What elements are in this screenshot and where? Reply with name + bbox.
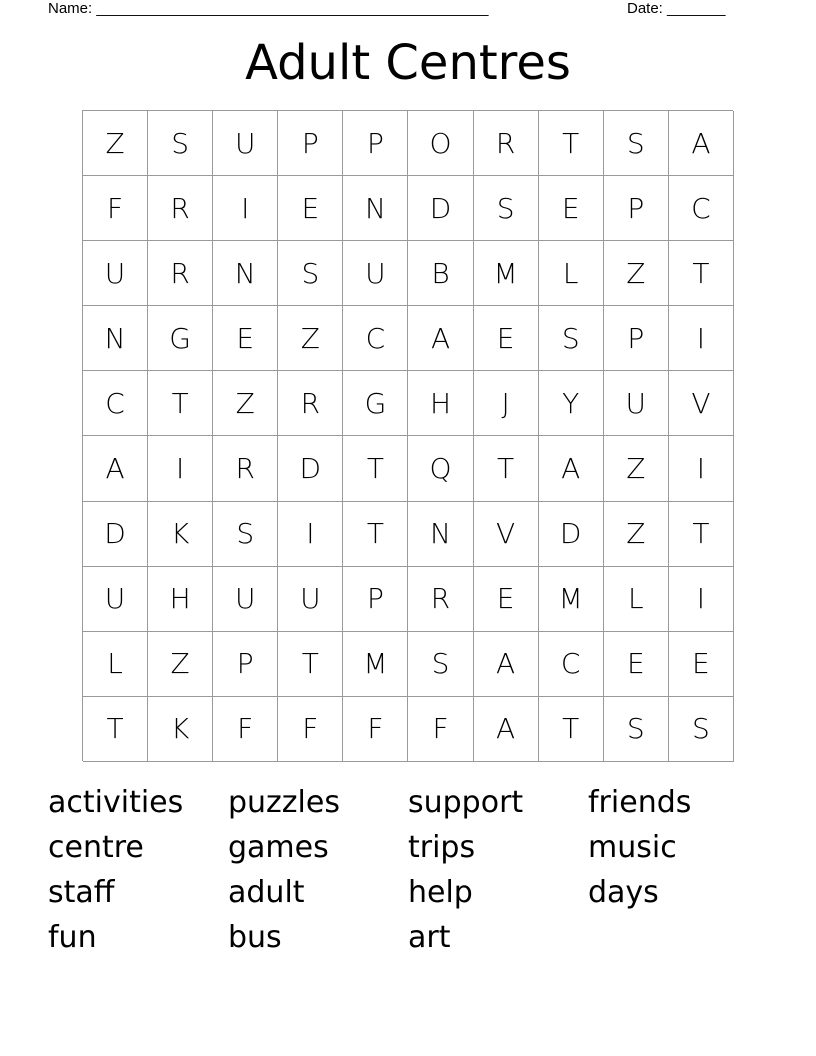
grid-cell[interactable]: T (278, 632, 343, 697)
grid-cell[interactable]: U (83, 567, 148, 632)
grid-cell[interactable]: I (213, 176, 278, 241)
grid-cell[interactable]: U (604, 371, 669, 436)
grid-cell[interactable]: Z (604, 241, 669, 306)
grid-cell[interactable]: Z (278, 306, 343, 371)
grid-cell[interactable]: E (604, 632, 669, 697)
grid-cell[interactable]: C (83, 371, 148, 436)
grid-cell[interactable]: A (474, 632, 539, 697)
grid-cell[interactable]: L (539, 241, 604, 306)
grid-cell[interactable]: P (213, 632, 278, 697)
word-bank-item: adult (228, 875, 305, 910)
grid-cell[interactable]: S (669, 697, 734, 762)
name-field-line: Name: _______________________________________________ (48, 0, 489, 17)
grid-cell[interactable]: S (604, 697, 669, 762)
grid-cell[interactable]: E (278, 176, 343, 241)
grid-cell[interactable]: H (148, 567, 213, 632)
grid-cell[interactable]: F (343, 697, 408, 762)
grid-cell[interactable]: O (408, 111, 473, 176)
grid-cell[interactable]: M (343, 632, 408, 697)
grid-cell[interactable]: F (408, 697, 473, 762)
grid-cell[interactable]: C (343, 306, 408, 371)
grid-cell[interactable]: U (83, 241, 148, 306)
grid-cell[interactable]: G (343, 371, 408, 436)
grid-cell[interactable]: R (278, 371, 343, 436)
grid-cell[interactable]: U (278, 567, 343, 632)
grid-cell[interactable]: P (604, 176, 669, 241)
grid-cell[interactable]: S (474, 176, 539, 241)
grid-cell[interactable]: I (669, 306, 734, 371)
grid-cell[interactable]: C (539, 632, 604, 697)
grid-cell[interactable]: Z (83, 111, 148, 176)
word-bank-item: music (588, 830, 677, 865)
word-bank-item: help (408, 875, 473, 910)
grid-cell[interactable]: P (604, 306, 669, 371)
grid-cell[interactable]: R (408, 567, 473, 632)
word-bank-item: puzzles (228, 785, 340, 820)
grid-cell[interactable]: U (213, 567, 278, 632)
grid-cell[interactable]: I (148, 436, 213, 501)
grid-cell[interactable]: G (148, 306, 213, 371)
grid-cell[interactable]: S (278, 241, 343, 306)
grid-cell[interactable]: A (83, 436, 148, 501)
grid-cell[interactable]: K (148, 697, 213, 762)
grid-cell[interactable]: D (83, 502, 148, 567)
word-bank-item (588, 915, 768, 960)
word-search-grid (82, 110, 733, 761)
grid-cell[interactable]: T (669, 502, 734, 567)
grid-cell[interactable]: D (278, 436, 343, 501)
grid-cell[interactable]: S (539, 306, 604, 371)
grid-cell[interactable]: V (669, 371, 734, 436)
word-bank-item: days (588, 875, 659, 910)
grid-cell[interactable]: T (343, 502, 408, 567)
grid-cell[interactable]: N (343, 176, 408, 241)
grid-cell[interactable]: M (474, 241, 539, 306)
word-bank-item: bus (228, 920, 282, 955)
grid-cell[interactable]: L (604, 567, 669, 632)
grid-cell[interactable]: M (539, 567, 604, 632)
word-bank-item: trips (408, 830, 476, 865)
date-field-line: Date: _______ (627, 0, 726, 17)
grid-cell[interactable]: E (474, 567, 539, 632)
grid-cell[interactable]: T (148, 371, 213, 436)
word-bank-item: staff (48, 875, 115, 910)
word-bank-item: games (228, 830, 329, 865)
grid-cell[interactable]: E (669, 632, 734, 697)
grid-cell[interactable]: T (343, 436, 408, 501)
grid-cell[interactable]: D (408, 176, 473, 241)
grid-cell[interactable]: U (213, 111, 278, 176)
grid-cell[interactable]: P (278, 111, 343, 176)
grid-cell[interactable]: S (408, 632, 473, 697)
grid-cell[interactable]: A (539, 436, 604, 501)
grid-cell[interactable]: F (213, 697, 278, 762)
grid-cell[interactable]: T (539, 111, 604, 176)
grid-cell[interactable]: T (83, 697, 148, 762)
grid-cell[interactable]: R (474, 111, 539, 176)
grid-cell[interactable]: Y (539, 371, 604, 436)
grid-cell[interactable]: N (408, 502, 473, 567)
grid-cell[interactable]: F (83, 176, 148, 241)
grid-cell[interactable]: I (278, 502, 343, 567)
grid-cell[interactable]: D (539, 502, 604, 567)
grid-cell[interactable]: Z (604, 436, 669, 501)
grid-cell[interactable]: J (474, 371, 539, 436)
grid-cell[interactable]: T (669, 241, 734, 306)
grid-cell[interactable]: E (213, 306, 278, 371)
grid-cell[interactable]: Q (408, 436, 473, 501)
grid-cell[interactable]: N (213, 241, 278, 306)
grid-cell[interactable]: T (474, 436, 539, 501)
grid-cell[interactable]: A (408, 306, 473, 371)
grid-cell[interactable]: A (669, 111, 734, 176)
word-bank-item: friends (588, 785, 692, 820)
grid-cell[interactable]: Z (213, 371, 278, 436)
grid-cell[interactable]: E (539, 176, 604, 241)
grid-cell[interactable]: K (148, 502, 213, 567)
grid-cell[interactable]: T (539, 697, 604, 762)
grid-cell[interactable]: B (408, 241, 473, 306)
grid-cell[interactable]: P (343, 567, 408, 632)
page-title: Adult Centres (245, 35, 571, 91)
grid-cell[interactable]: S (213, 502, 278, 567)
grid-cell[interactable]: C (669, 176, 734, 241)
grid-cell[interactable]: Z (148, 632, 213, 697)
word-bank-item: centre (48, 830, 144, 865)
grid-cell[interactable]: N (83, 306, 148, 371)
grid-cell[interactable]: R (148, 176, 213, 241)
grid-cell[interactable]: E (474, 306, 539, 371)
word-bank (48, 780, 768, 960)
grid-cell[interactable]: R (148, 241, 213, 306)
grid-cell[interactable]: I (669, 436, 734, 501)
grid-cell[interactable]: S (604, 111, 669, 176)
grid-cell[interactable]: I (669, 567, 734, 632)
grid-cell[interactable]: Z (604, 502, 669, 567)
grid-cell[interactable]: H (408, 371, 473, 436)
grid-cell[interactable]: R (213, 436, 278, 501)
grid-cell[interactable]: V (474, 502, 539, 567)
word-bank-item: support (408, 785, 524, 820)
grid-cell[interactable]: A (474, 697, 539, 762)
grid-cell[interactable]: L (83, 632, 148, 697)
word-bank-item: art (408, 920, 451, 955)
grid-cell[interactable]: P (343, 111, 408, 176)
grid-cell[interactable]: U (343, 241, 408, 306)
word-bank-item: activities (48, 785, 184, 820)
grid-cell[interactable]: F (278, 697, 343, 762)
word-bank-item: fun (48, 920, 97, 955)
grid-cell[interactable]: S (148, 111, 213, 176)
